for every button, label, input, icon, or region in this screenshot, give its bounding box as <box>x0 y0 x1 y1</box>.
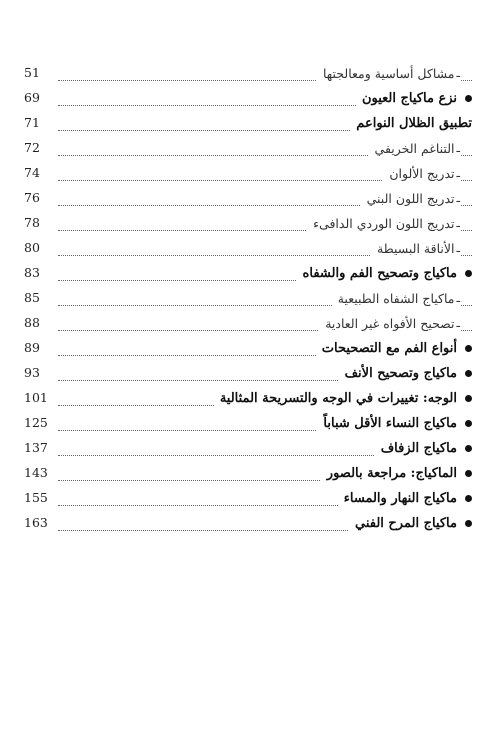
bullet-icon <box>465 370 472 377</box>
entry-title: الوجه: تغييرات في الوجه والتسريحة المثالية <box>219 390 457 406</box>
dash-marker: ـ <box>456 191 460 205</box>
page-number: 89 <box>24 340 40 355</box>
page-number: 69 <box>24 90 40 105</box>
toc-entry[interactable] <box>24 362 472 387</box>
page-number: 93 <box>24 365 40 380</box>
entry-title: أنواع الفم مع التصحيحات <box>321 340 457 356</box>
page-number: 137 <box>24 440 48 455</box>
dash-marker: ـ <box>456 316 460 330</box>
toc-entry[interactable] <box>24 462 472 487</box>
entry-title: ماكياج الشفاه الطبيعية <box>337 290 455 306</box>
page-number: 88 <box>24 315 40 330</box>
page-number: 71 <box>24 115 40 130</box>
toc-entry[interactable] <box>24 287 472 312</box>
entry-title: تصحيح الأفواه غير العادية <box>325 315 455 331</box>
table-of-contents <box>24 62 472 537</box>
entry-title: ماكياج الزفاف <box>380 440 457 456</box>
toc-entry[interactable] <box>24 437 472 462</box>
bullet-icon <box>465 420 472 427</box>
entry-title: الأناقة البسيطة <box>377 240 455 256</box>
entry-title: ماكياج النهار والمساء <box>343 490 457 506</box>
bullet-icon <box>465 445 472 452</box>
page-number: 85 <box>24 290 40 305</box>
toc-entry[interactable] <box>24 387 472 412</box>
bullet-icon <box>465 345 472 352</box>
dash-marker: ـ <box>456 241 460 255</box>
page-number: 80 <box>24 240 40 255</box>
entry-title: الماكياج: مراجعة بالصور <box>326 465 457 481</box>
toc-entry[interactable] <box>24 412 472 437</box>
dash-marker: ـ <box>456 166 460 180</box>
bullet-icon <box>465 95 472 102</box>
dash-marker: ـ <box>456 66 460 80</box>
entry-title: ماكياج المرح الفني <box>354 515 457 531</box>
toc-entry[interactable] <box>24 262 472 287</box>
page-number: 72 <box>24 140 40 155</box>
page-number: 74 <box>24 165 40 180</box>
page-number: 101 <box>24 390 48 405</box>
toc-entry[interactable] <box>24 237 472 262</box>
page-number: 143 <box>24 465 48 480</box>
toc-entry[interactable] <box>24 162 472 187</box>
toc-entry[interactable] <box>24 312 472 337</box>
page-number: 125 <box>24 415 48 430</box>
entry-title: ماكياج وتصحيح الأنف <box>344 365 457 381</box>
entry-title: تطبيق الظلال النواعم <box>356 115 472 131</box>
bullet-icon <box>465 495 472 502</box>
entry-title: تدريج اللون البني <box>366 190 455 206</box>
page-number: 155 <box>24 490 48 505</box>
bullet-icon <box>465 520 472 527</box>
toc-entry[interactable] <box>24 137 472 162</box>
dash-marker: ـ <box>456 216 460 230</box>
dash-marker: ـ <box>456 291 460 305</box>
bullet-icon <box>465 395 472 402</box>
entry-title: ماكياج النساء الأقل شباباً <box>323 415 457 431</box>
entry-title: التناغم الخريفي <box>374 140 455 156</box>
dash-marker: ـ <box>456 141 460 155</box>
entry-title: مشاكل أساسية ومعالجتها <box>322 65 455 81</box>
entry-title: ماكياج وتصحيح الفم والشفاه <box>302 265 457 281</box>
bullet-icon <box>465 470 472 477</box>
toc-entry[interactable] <box>24 512 472 537</box>
toc-entry[interactable] <box>24 112 472 137</box>
page-number: 78 <box>24 215 40 230</box>
entry-title: تدريج اللون الوردي الدافىء <box>313 215 455 231</box>
bullet-icon <box>465 270 472 277</box>
toc-entry[interactable] <box>24 337 472 362</box>
entry-title: تدريج الألوان <box>389 165 455 181</box>
page-number: 83 <box>24 265 40 280</box>
toc-entry[interactable] <box>24 487 472 512</box>
page-number: 76 <box>24 190 40 205</box>
toc-entry[interactable] <box>24 187 472 212</box>
entry-title: نزع ماكياج العيون <box>361 90 457 106</box>
page-number: 163 <box>24 515 48 530</box>
toc-entry[interactable] <box>24 87 472 112</box>
toc-entry[interactable] <box>24 212 472 237</box>
page-number: 51 <box>24 65 40 80</box>
toc-entry[interactable] <box>24 62 472 87</box>
